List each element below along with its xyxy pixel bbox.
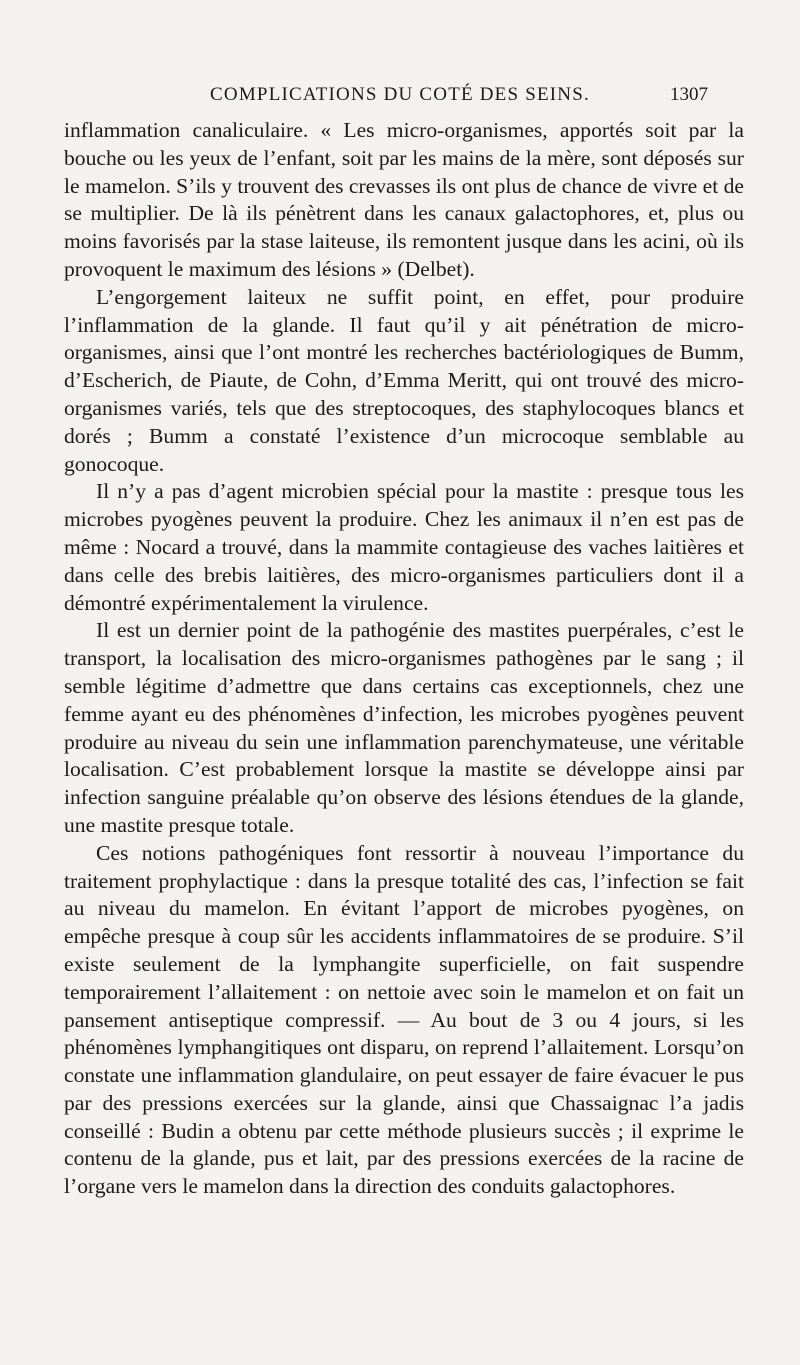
paragraph-traitement: Ces notions pathogéniques font ressortir à nouveau l’importance du traitement prophylactique : dans la presque totalité des cas, l’infection se fait au niveau du mamelon. En évitant l’apport de microbes pyogènes, on empêche presque à coup sûr les accidents inflammatoires de se produire. S’il existe seulement de la lymphangite superficielle, on fait suspendre temporairement l’allaitement : on nettoie avec soin le mamelon et on fait un pansement antiseptique compressif. — Au bout de 3 ou 4 jours, si les phénomènes lymphangitiques ont disparu, on reprend l’allaitement. Lorsqu’on constate une inflammation glandulaire, on peut essayer de faire évacuer le pus par des pressions exercées sur la glande, ainsi que Chassaignac l’a jadis conseillé : Budin a obtenu par cette méthode plusieurs succès ; il exprime le contenu de la glande, pus et lait, par des pressions exercées de la racine de l’organe vers le mamelon dans la direction des conduits galactophores. [64, 840, 744, 1199]
running-head [0, 84, 800, 114]
running-title: COMPLICATIONS DU COTÉ DES SEINS. [210, 84, 590, 105]
body-text [64, 117, 744, 1201]
page-number: 1307 [670, 84, 708, 105]
paragraph-agent-microbien: Il n’y a pas d’agent microbien spécial pour la mastite : presque tous les microbes pyogènes peuvent la produire. Chez les animaux il n’en est pas de même : Nocard a trouvé, dans la mammite contagieuse des vaches laitières et dans celle des brebis laitières, des micro-organismes particuliers dont il a démontré expérimentalement la virulence. [64, 479, 744, 615]
paragraph-pathogenie: Il est un dernier point de la pathogénie des mastites puerpérales, c’est le transport, la localisation des micro-organismes pathogènes par le sang ; il semble légitime d’admettre que dans certains cas exceptionnels, chez une femme ayant eu des phénomènes d’infection, les microbes pyogènes peuvent produire au niveau du sein une inflammation parenchymateuse, une véritable localisation. C’est probablement lorsque la mastite se développe ainsi par infection sanguine préalable qu’on observe des lésions étendues de la glande, une mastite presque totale. [64, 618, 744, 837]
paragraph-engorgement: L’engorgement laiteux ne suffit point, en effet, pour produire l’inflammation de la glande. Il faut qu’il y ait pénétration de micro-organismes, ainsi que l’ont montré les recherches bactériologiques de Bumm, d’Escherich, de Piaute, de Cohn, d’Emma Meritt, qui ont trouvé des micro-organismes variés, tels que des streptocoques, des staphylocoques blancs et dorés ; Bumm a constaté l’existence d’un microcoque semblable au gonocoque. [64, 284, 744, 476]
paragraph-continuation: inflammation canaliculaire. « Les micro-organismes, apportés soit par la bouche ou les yeux de l’enfant, soit par les mains de la mère, sont déposés sur le mamelon. S’ils y trouvent des crevasses ils ont plus de chance de vivre et de se multiplier. De là ils pénètrent dans les canaux galactophores, et, plus ou moins favorisés par la stase laiteuse, ils remontent jusque dans les acini, où ils provoquent le maximum des lésions » (Delbet). [64, 118, 745, 281]
